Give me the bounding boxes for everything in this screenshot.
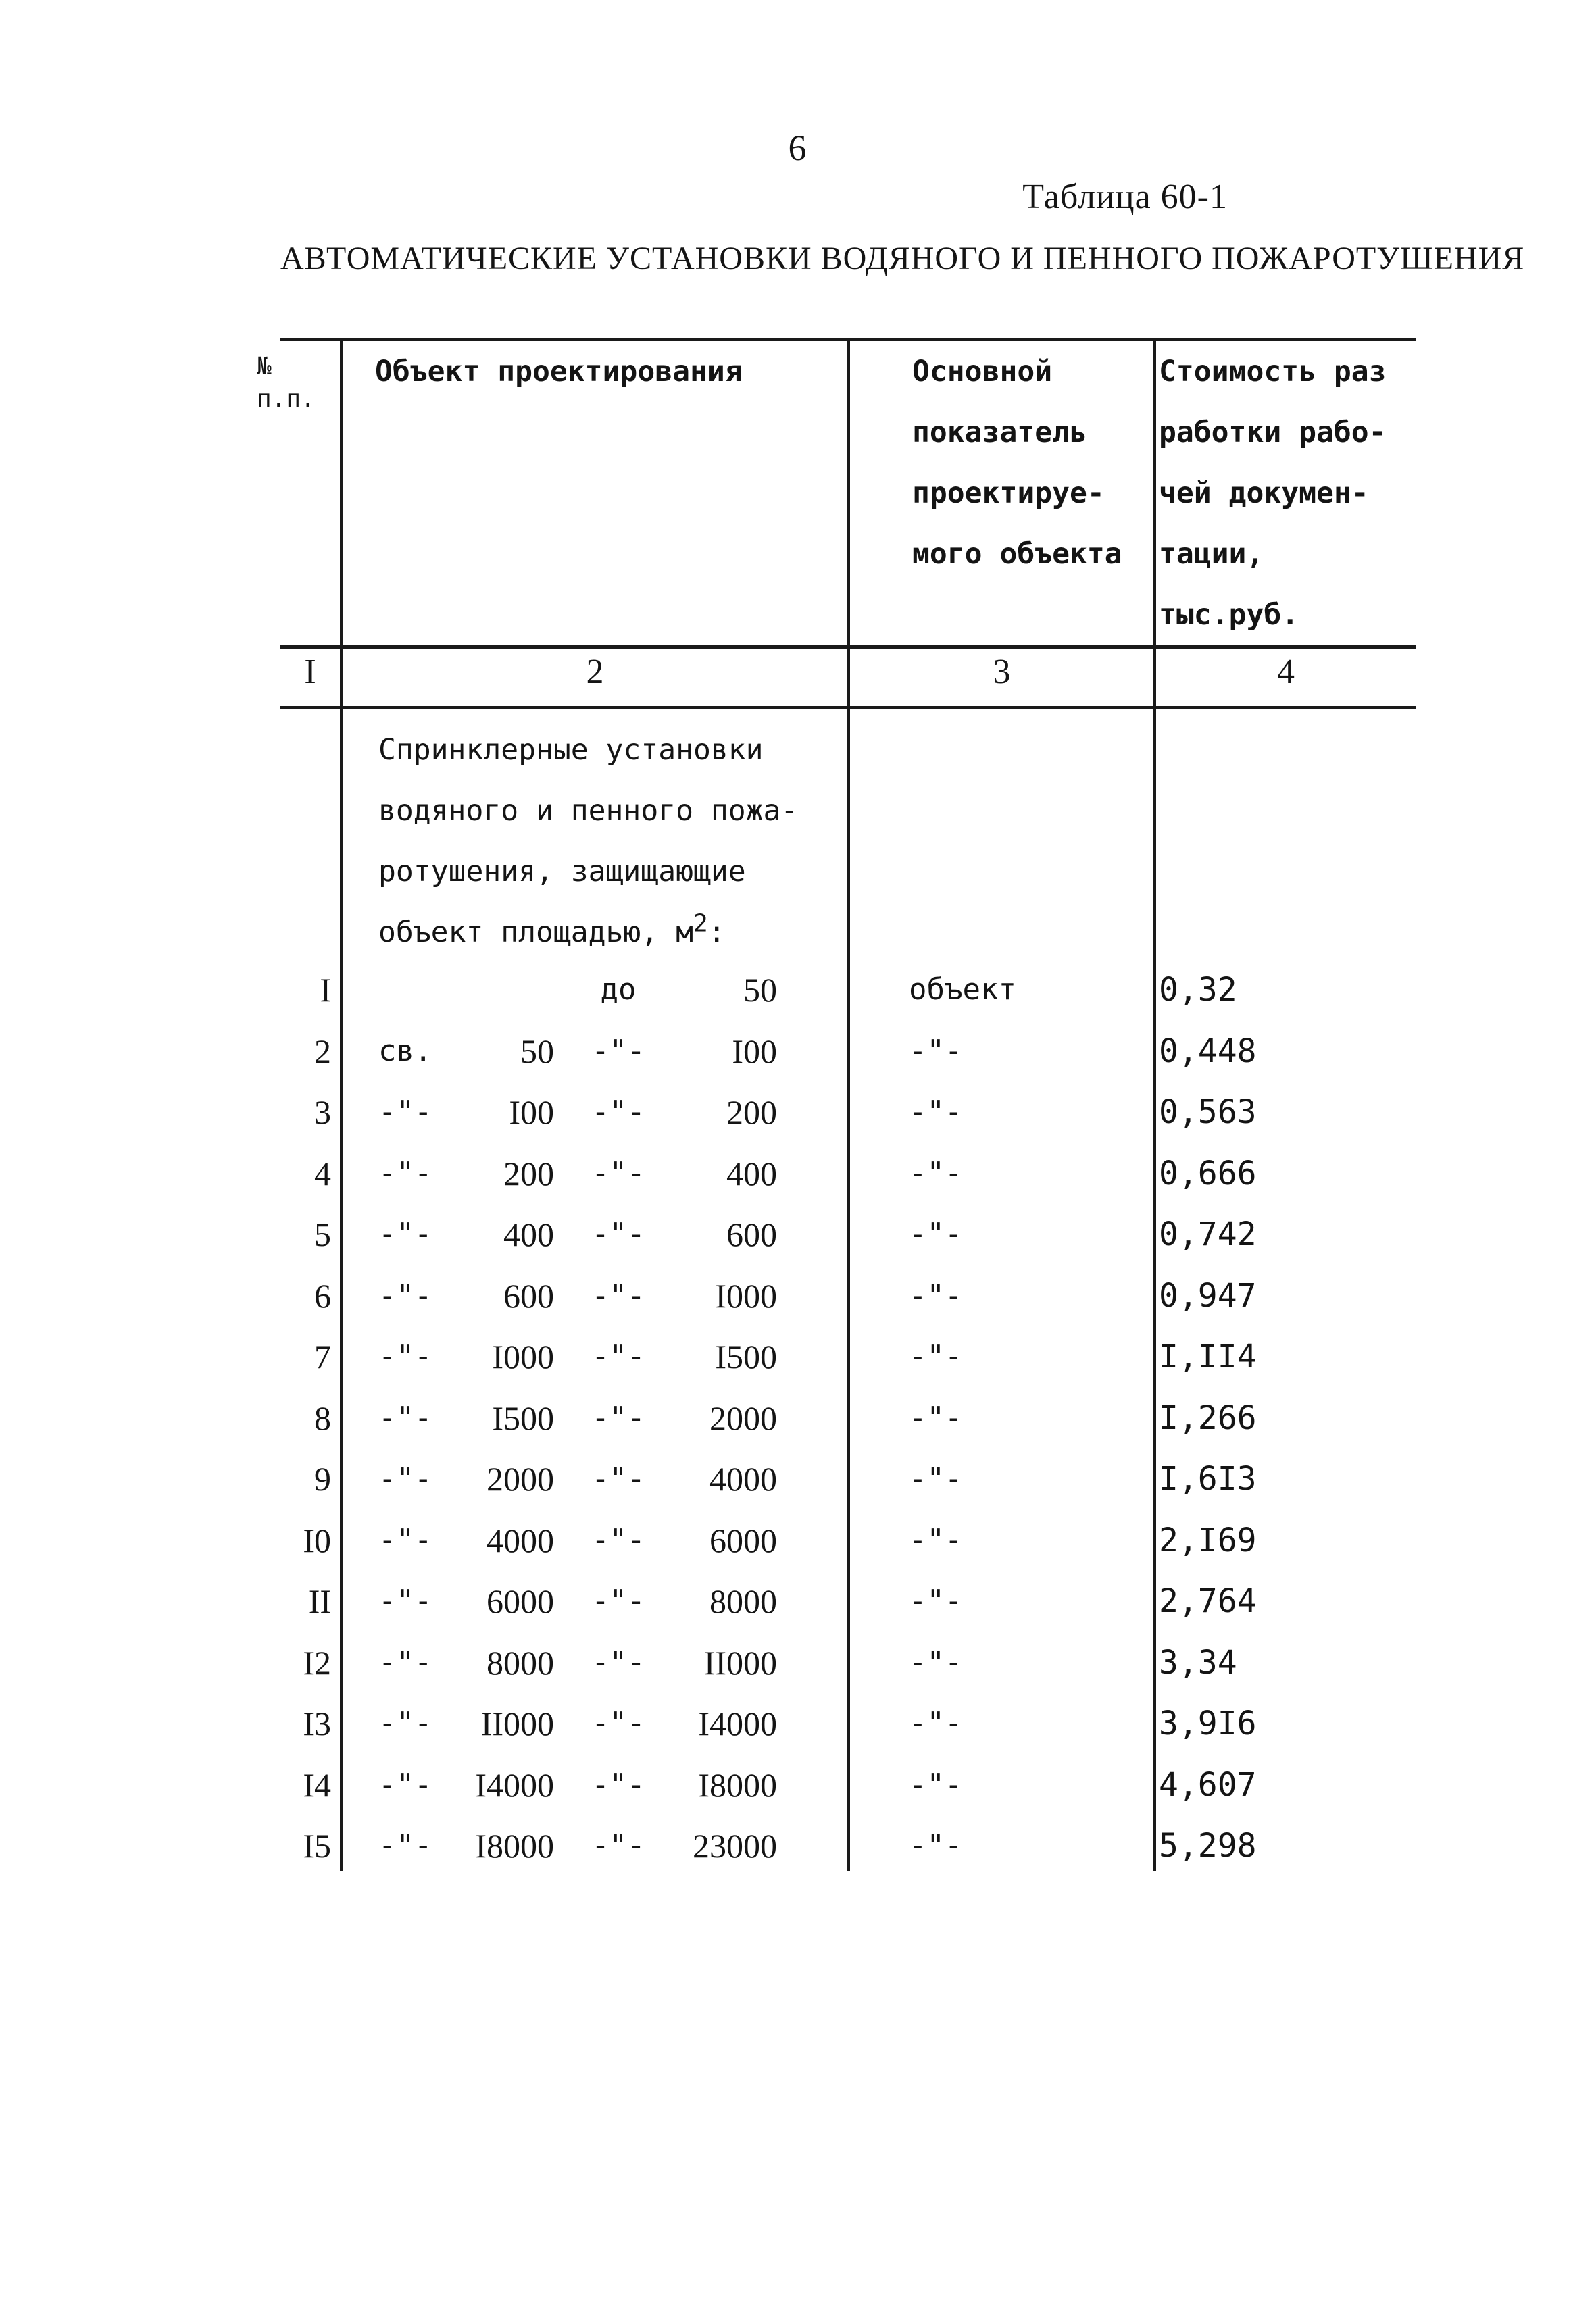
- range-prefix: -"-: [378, 1400, 432, 1435]
- table-row: [0, 1693, 1596, 1755]
- range-from: 400: [503, 1215, 554, 1253]
- header-col4-line1: Стоимость раз: [1159, 355, 1387, 388]
- range-to: 600: [726, 1215, 777, 1253]
- range-to: I000: [715, 1276, 777, 1315]
- range-prefix: -"-: [378, 1155, 432, 1190]
- range-to: I00: [732, 1032, 777, 1070]
- cost-value: 2,I69: [1159, 1521, 1257, 1559]
- row-number: 5: [314, 1215, 331, 1253]
- range-prefix: -"-: [378, 1217, 432, 1251]
- header-col3-line3: проектируе-: [912, 476, 1105, 510]
- row-number: I3: [303, 1705, 331, 1742]
- section-line-4-text: объект площадью, м: [378, 915, 693, 949]
- cost-value: 0,947: [1159, 1276, 1257, 1315]
- cost-value: 0,742: [1159, 1215, 1257, 1253]
- range-separator: -"-: [591, 1767, 645, 1802]
- range-separator: -"-: [591, 1339, 645, 1374]
- range-separator: -"-: [591, 1155, 645, 1190]
- header-col4-line3: чей докумен-: [1159, 476, 1369, 510]
- main-indicator: объект: [909, 972, 1016, 1007]
- range-separator: -"-: [591, 1584, 645, 1618]
- range-from: 8000: [487, 1643, 554, 1682]
- range-prefix: -"-: [378, 1828, 432, 1863]
- range-separator: до: [600, 972, 637, 1007]
- range-from: 4000: [487, 1521, 554, 1559]
- header-col1-line1: №: [257, 353, 272, 380]
- range-separator: -"-: [591, 1706, 645, 1740]
- main-indicator: -"-: [909, 1400, 963, 1435]
- column-number-2: 2: [586, 653, 604, 691]
- header-col4-line4: тации,: [1159, 537, 1264, 571]
- range-prefix: -"-: [378, 1706, 432, 1740]
- range-from: I8000: [475, 1827, 554, 1865]
- section-line-2: водяного и пенного пожа-: [378, 794, 799, 828]
- table-row: [0, 1082, 1596, 1143]
- range-prefix: -"-: [378, 1522, 432, 1557]
- main-indicator: -"-: [909, 1155, 963, 1190]
- range-from: 6000: [487, 1582, 554, 1620]
- table-row: [0, 1632, 1596, 1694]
- range-to: I4000: [698, 1705, 777, 1742]
- range-prefix: -"-: [378, 1339, 432, 1374]
- cost-value: 0,666: [1159, 1154, 1257, 1192]
- header-col4-line5: тыс.руб.: [1159, 598, 1299, 632]
- table-row: [0, 1204, 1596, 1265]
- main-indicator: -"-: [909, 1095, 963, 1129]
- range-to: 4000: [709, 1460, 777, 1498]
- main-indicator: -"-: [909, 1644, 963, 1680]
- section-heading: [378, 720, 798, 963]
- table-row: [0, 959, 1596, 1021]
- row-number: 3: [314, 1093, 331, 1131]
- main-indicator: -"-: [909, 1278, 963, 1313]
- cost-value: 3,34: [1159, 1643, 1237, 1682]
- table-row: [0, 1815, 1596, 1877]
- main-indicator: -"-: [909, 1033, 963, 1068]
- range-from: 200: [503, 1154, 554, 1192]
- main-indicator: -"-: [909, 1461, 963, 1496]
- row-number: I5: [303, 1827, 331, 1865]
- header-col2-line1: Объект проектирования: [375, 355, 743, 388]
- row-number: 7: [314, 1338, 331, 1376]
- range-from: I4000: [475, 1765, 554, 1804]
- cost-value: I,II4: [1159, 1338, 1257, 1376]
- section-line-4: [378, 902, 798, 963]
- cost-value: 3,9I6: [1159, 1705, 1257, 1742]
- row-number: 4: [314, 1154, 331, 1192]
- cost-value: I,266: [1159, 1399, 1257, 1437]
- range-to: 23000: [693, 1827, 777, 1865]
- row-number: II: [308, 1582, 331, 1620]
- range-to: 6000: [709, 1521, 777, 1559]
- range-separator: -"-: [591, 1461, 645, 1496]
- cost-value: 0,563: [1159, 1093, 1257, 1131]
- range-prefix: св.: [378, 1033, 432, 1068]
- page-number: 6: [788, 128, 807, 168]
- range-separator: -"-: [591, 1522, 645, 1557]
- main-indicator: -"-: [909, 1339, 963, 1374]
- cost-value: 2,764: [1159, 1582, 1257, 1620]
- range-to: 50: [743, 971, 777, 1009]
- range-to: 400: [726, 1154, 777, 1192]
- range-prefix: -"-: [378, 1644, 432, 1680]
- table-row: [0, 1388, 1596, 1449]
- range-from: 600: [503, 1276, 554, 1315]
- cost-value: 0,32: [1159, 971, 1237, 1009]
- table-row: [0, 1326, 1596, 1388]
- range-from: 50: [520, 1032, 554, 1070]
- row-number: I2: [303, 1643, 331, 1682]
- row-number: 6: [314, 1276, 331, 1315]
- range-separator: -"-: [591, 1033, 645, 1068]
- table-row: [0, 1021, 1596, 1082]
- range-prefix: -"-: [378, 1584, 432, 1618]
- header-col3-line2: показатель: [912, 416, 1087, 449]
- range-prefix: -"-: [378, 1095, 432, 1129]
- range-from: I500: [492, 1399, 554, 1437]
- main-indicator: -"-: [909, 1706, 963, 1740]
- range-from: I00: [509, 1093, 554, 1131]
- row-number: 9: [314, 1460, 331, 1498]
- area-unit-exponent: 2: [693, 909, 708, 938]
- range-prefix: -"-: [378, 1278, 432, 1313]
- cost-value: 5,298: [1159, 1827, 1257, 1865]
- main-indicator: -"-: [909, 1767, 963, 1802]
- table-row: [0, 1571, 1596, 1632]
- range-separator: -"-: [591, 1095, 645, 1129]
- range-from: 2000: [487, 1460, 554, 1498]
- range-to: I500: [715, 1338, 777, 1376]
- range-to: 8000: [709, 1582, 777, 1620]
- column-number-1: I: [304, 653, 316, 691]
- range-separator: -"-: [591, 1217, 645, 1251]
- main-indicator: -"-: [909, 1584, 963, 1618]
- range-prefix: -"-: [378, 1767, 432, 1802]
- column-number-4: 4: [1277, 653, 1295, 691]
- section-line-4-suffix: :: [707, 915, 726, 949]
- header-col4-line2: работки рабо-: [1159, 416, 1387, 449]
- table-row: [0, 1755, 1596, 1816]
- range-from: II000: [480, 1705, 554, 1742]
- table-row: [0, 1449, 1596, 1510]
- cost-value: I,6I3: [1159, 1460, 1257, 1498]
- main-indicator: -"-: [909, 1522, 963, 1557]
- range-separator: -"-: [591, 1400, 645, 1435]
- range-separator: -"-: [591, 1828, 645, 1863]
- row-number: 8: [314, 1399, 331, 1437]
- header-col1-line2: п.п.: [257, 385, 316, 413]
- header-col3-line1: Основной: [912, 355, 1053, 388]
- range-separator: -"-: [591, 1644, 645, 1680]
- section-line-1: Спринклерные установки: [378, 733, 764, 767]
- main-indicator: -"-: [909, 1217, 963, 1251]
- row-number: I: [320, 971, 331, 1009]
- section-line-3: ротушения, защищающие: [378, 855, 746, 888]
- range-to: 2000: [709, 1399, 777, 1437]
- table-row: [0, 1143, 1596, 1205]
- range-to: I8000: [698, 1765, 777, 1804]
- range-from: I000: [492, 1338, 554, 1376]
- table-body: [0, 959, 1596, 1877]
- range-to: 200: [726, 1093, 777, 1131]
- main-indicator: -"-: [909, 1828, 963, 1863]
- header-col3-line4: мого объекта: [912, 537, 1122, 571]
- table-label: Таблица 60-1: [1022, 178, 1228, 216]
- row-number: I4: [303, 1765, 331, 1804]
- range-prefix: -"-: [378, 1461, 432, 1496]
- column-number-3: 3: [993, 653, 1011, 691]
- row-number: I0: [303, 1521, 331, 1559]
- table-row: [0, 1265, 1596, 1327]
- document-title: АВТОМАТИЧЕСКИЕ УСТАНОВКИ ВОДЯНОГО И ПЕННОГО ПОЖАРОТУШЕНИЯ: [280, 241, 1525, 276]
- cost-value: 4,607: [1159, 1765, 1257, 1804]
- row-number: 2: [314, 1032, 331, 1070]
- cost-value: 0,448: [1159, 1032, 1257, 1070]
- table-row: [0, 1510, 1596, 1571]
- range-to: II000: [703, 1643, 777, 1682]
- range-separator: -"-: [591, 1278, 645, 1313]
